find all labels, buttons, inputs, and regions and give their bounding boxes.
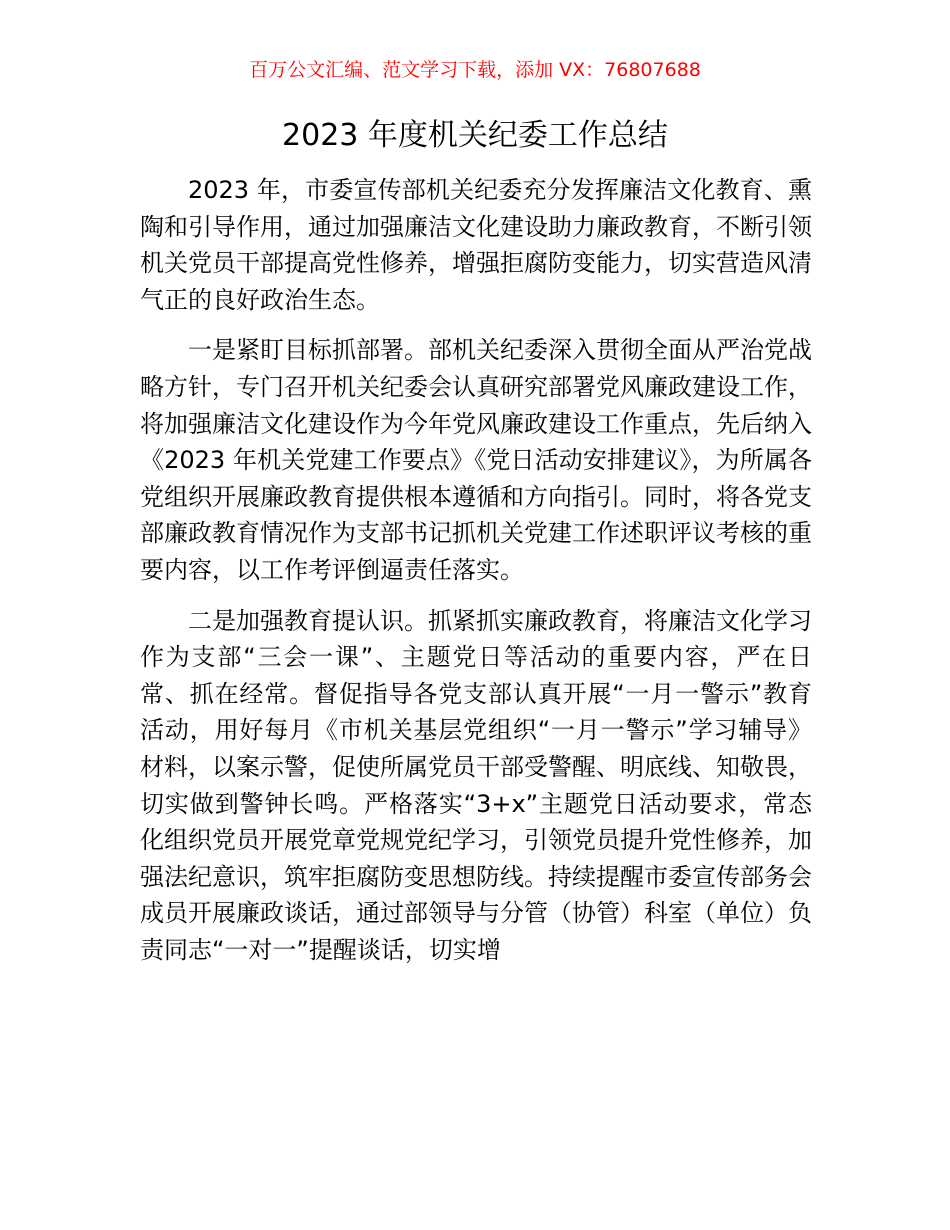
paragraph-section-two: 二是加强教育提认识。抓紧抓实廉政教育，将廉洁文化学习作为支部“三会一课”、主题党日等活动的重要内容，严在日常、抓在经常。督促指导各党支部认真开展“一月一警示”教育活动，用好每月《市机关基层党组织“一月一警示”学习辅导》材料，以案示警，促使所属党员干部受警醒、明底线、知敬畏，切实做到警钟长鸣。严格落实“3+x”主题党日活动要求，常态化组织党员开展党章党规党纪学习，引领党员提升党性修养，加强法纪意识，筑牢拒腐防变思想防线。持续提醒市委宣传部务会成员开展廉政谈话，通过部领导与分管（协管）科室（单位）负责同志“一对一”提醒谈话，切实增 xyxy=(140,606,812,964)
document-title: 2023 年度机关纪委工作总结 xyxy=(282,118,668,153)
document-body xyxy=(140,172,812,982)
promo-banner: 百万公文汇编、范文学习下载，添加 VX：76807688 xyxy=(249,59,701,81)
paragraph-intro: 2023 年，市委宣传部机关纪委充分发挥廉洁文化教育、熏陶和引导作用，通过加强廉洁文化建设助力廉政教育，不断引领机关党员干部提高党性修养，增强拒腐防变能力，切实营造风清气正的良好政治生态。 xyxy=(140,176,812,314)
paragraph-section-one: 一是紧盯目标抓部署。部机关纪委深入贯彻全面从严治党战略方针，专门召开机关纪委会认真研究部署党风廉政建设工作，将加强廉洁文化建设作为今年党风廉政建设工作重点，先后纳入《2023 年机关党建工作要点》《党日活动安排建议》，为所属各党组织开展廉政教育提供根本遵循和方向指引。同时，将各党支部廉政教育情况作为支部书记抓机关党建工作述职评议考核的重要内容，以工作考评倒逼责任落实。 xyxy=(140,336,812,584)
